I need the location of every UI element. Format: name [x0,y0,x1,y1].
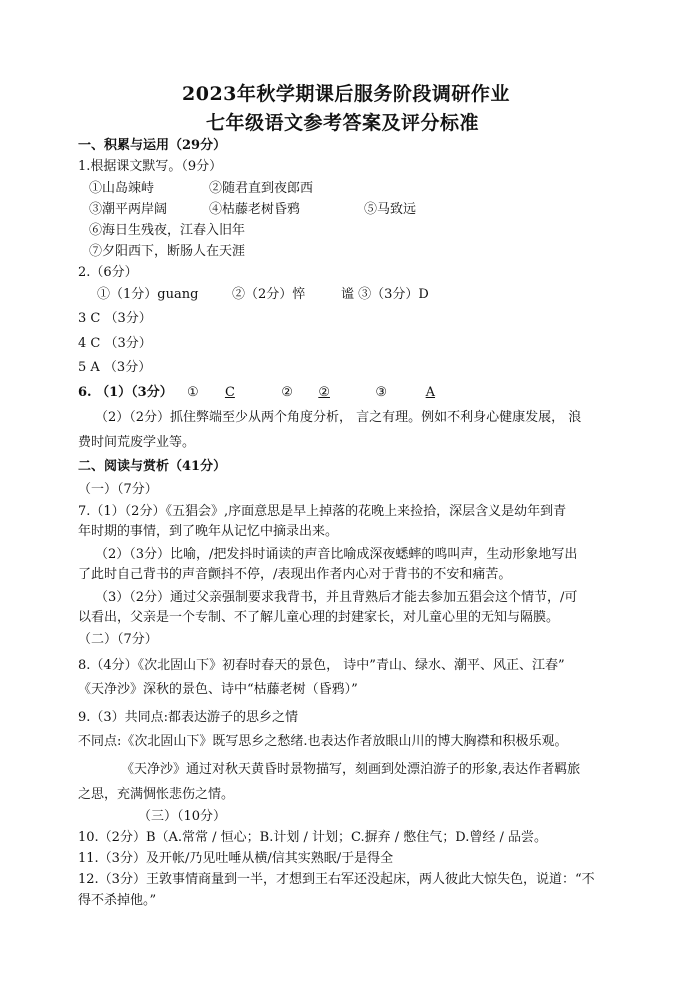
answer-8-line2: 《天净沙》深秋的景色、诗中“枯藤老树（昏鸦）” [78,682,358,697]
subsection-3: （三）（10分） [138,809,227,824]
answer-3: 3 C （3分） [78,311,152,326]
subsection-2: （二）（7分） [78,632,158,647]
subsection-1: （一）（7分） [78,482,158,497]
answer-6-1-label: 6. （1）（3分） [78,385,173,400]
answer-11: 11.（3分）及开帐/乃见吐唾从横/信其实熟眠/于是得全 [78,851,394,866]
answer-6-2-line1: （2）（2分）抓住弊端至少从两个角度分析， 言之有理。例如不利身心健康发展， 浪 [95,410,582,425]
answer-6-1 [78,384,447,402]
section-heading-1: 一、积累与运用（29分） [78,138,227,153]
answer-6-1-value2: ② [318,385,330,400]
doc-title: 2023年秋学期课后服务阶段调研作业 [182,83,510,105]
answer-6-1-mark1: ① [186,385,199,400]
question-1: 1.根据课文默写。（9分） [78,159,223,174]
answer-2-a: ①（1分）guang [97,287,199,302]
answer-7-3-line2: 以看出，父亲是一个专制、不了解儿童心理的封建家长，对儿童心里的无知与隔膜。 [78,610,560,625]
answer-6-1-value1: C [224,385,235,400]
answer-9-line1: 9.（3）共同点:都表达游子的思乡之情 [78,710,299,725]
answer-1-a: ①山岛竦峙 [89,181,155,196]
answer-9-line4: 之思，充满惆怅悲伤之情。 [78,787,235,802]
answer-5: 5 A （3分） [78,360,152,375]
answer-7-3-line1: （3）（2分）通过父亲强制要求我背书，并且背熟后才能去参加五猖会这个情节，/可 [95,590,578,605]
answer-6-1-mark2: ② [281,385,293,400]
answer-2-b: ②（2分）悴 [232,287,306,302]
answer-12-line1: 12.（3分）王敦事情商量到一半，才想到王右军还没起床，两人彼此大惊失色，说道：“不 [78,872,595,887]
doc-subtitle: 七年级语文参考答案及评分标准 [206,112,480,134]
answer-4: 4 C （3分） [78,336,152,351]
section-heading-2: 二、阅读与赏析（41分） [78,459,227,474]
answer-6-1-mark3: ③ [375,385,388,400]
answer-10: 10.（2分）B（A.常常 / 恒心；B.计划 / 计划；C.摒弃 / 憋住气；D.曾经 / 品尝。 [78,830,547,845]
answer-2-c: 谧 ③（3分）D [341,287,429,302]
answer-1-f: ⑥海日生残夜，江春入旧年 [89,223,246,238]
answer-1-c: ③潮平两岸阔 [89,202,168,217]
question-2: 2.（6分） [78,265,138,280]
answer-1-d: ④枯藤老树昏鸦 [209,202,301,217]
answer-1-g: ⑦夕阳西下，断肠人在天涯 [89,244,246,259]
answer-12-line2: 得不杀掉他。” [78,893,157,908]
answer-1-b: ②随君直到夜郎西 [209,181,314,196]
answer-6-1-value3: A [425,385,436,400]
answer-7-1-line2: 年时期的事情，到了晚年从记忆中摘录出来。 [78,524,339,539]
answer-7-1-line1: 7.（1）（2分）《五猖会》,序面意思是早上掉落的花晚上来捡拾，深层含义是幼年到青 [78,504,567,519]
answer-1-e: ⑤马致远 [364,202,417,217]
answer-7-2-line1: （2）（3分）比喻，/把发抖时诵读的声音比喻成深夜蟋蟀的鸣叫声，生动形象地写出 [95,547,578,562]
answer-9-line3: 《天净沙》通过对秋天黄昏时景物描写，刻画到处漂泊游子的形象,表达作者羁旅 [121,762,581,777]
answer-9-line2: 不同点:《次北固山下》既写思乡之愁绪.也表达作者放眼山川的博大胸襟和积极乐观。 [78,734,568,749]
answer-6-2-line2: 费时间荒废学业等。 [78,435,196,450]
answer-7-2-line2: 了此时自己背书的声音颤抖不停，/表现出作者内心对于背书的不安和痛苦。 [78,567,512,582]
answer-8-line1: 8.（4分）《次北固山下》初春时春天的景色， 诗中”青山、绿水、潮平、风正、江春” [78,658,565,673]
